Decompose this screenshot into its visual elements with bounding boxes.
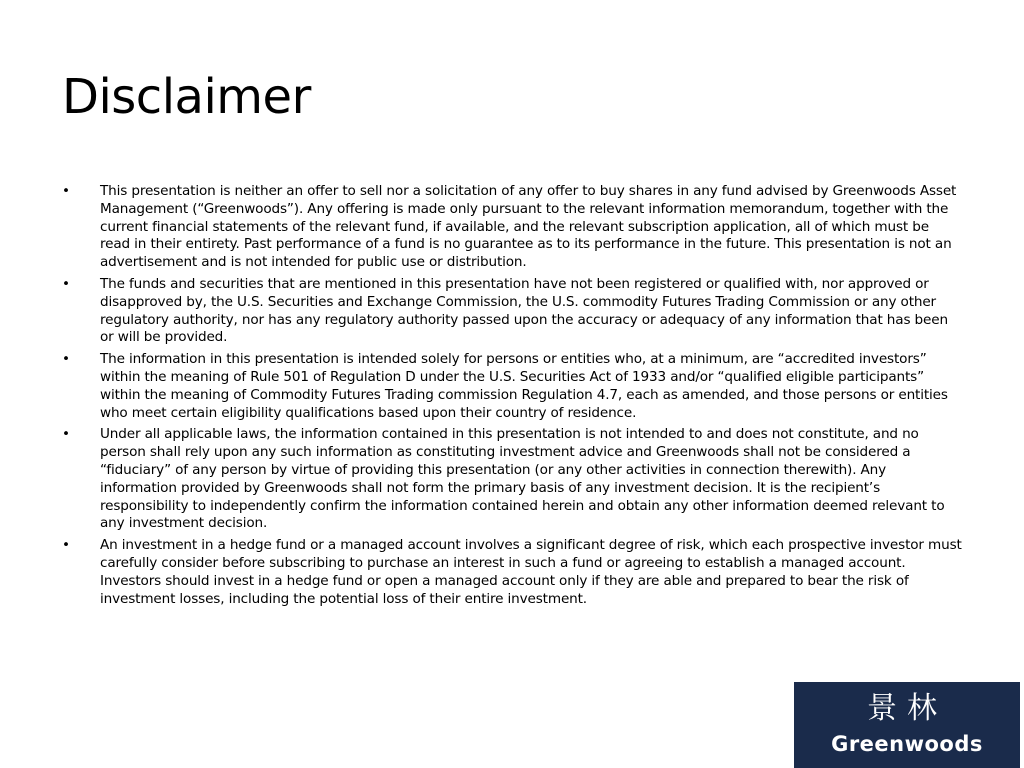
bullet-icon: • xyxy=(62,537,70,554)
bullet-icon: • xyxy=(62,275,70,292)
list-item xyxy=(62,537,962,608)
bullet-text: An investment in a hedge fund or a managed account involves a significant degree of risk, which each prospective investor must carefully consider before subscribing to purchase an interest in such a fund or agreeing to establish a managed account. Investors should invest in a hedge fund or open a managed account only if they are able and prepared to bear the risk of investment losses, including the potential loss of their entire investment. xyxy=(100,537,962,607)
bullet-icon: • xyxy=(62,183,70,199)
bullet-icon: • xyxy=(62,351,70,368)
logo-chinese-text: 景林 xyxy=(867,691,947,726)
bullet-icon: • xyxy=(62,426,70,443)
list-item xyxy=(62,276,962,347)
logo-name-text: Greenwoods xyxy=(831,732,983,756)
bullet-text: Under all applicable laws, the information contained in this presentation is not intended to and does not constitute, and no person shall rely upon any such information as constituting investment advice and Greenwoods shall not be considered a “fiduciary” of any person by virtue of providing this presentation (or any other activities in connection therewith). Any information provided by Greenwoods shall not form the primary basis of any investment decision. It is the recipient’s responsibility to independently confirm the information contained herein and obtain any other information deemed relevant to any investment decision. xyxy=(100,426,945,532)
slide-title: Disclaimer xyxy=(62,69,311,125)
bullet-text: The funds and securities that are mentioned in this presentation have not been registered or qualified with, nor approved or disapproved by, the U.S. Securities and Exchange Commission, the U.S. commodity Futures Trading Commission or any other regulatory authority, nor has any regulatory authority passed upon the accuracy or adequacy of any information that has been or will be provided. xyxy=(100,275,948,346)
bullet-text: This presentation is neither an offer to sell nor a solicitation of any offer to buy shares in any fund advised by Greenwoods Asset Management (“Greenwoods”). Any offering is made only pursuant to the relevant information memorandum, together with the current financial statements of the relevant fund, if available, and the relevant subscription application, all of which must be read in their entirety. Past performance of a fund is no guarantee as to its performance in the future. This presentation is not an advertisement and is not intended for public use or distribution. xyxy=(100,183,957,271)
list-item xyxy=(62,351,962,422)
greenwoods-logo xyxy=(794,682,1020,768)
disclaimer-list xyxy=(62,183,962,612)
bullet-text: The information in this presentation is intended solely for persons or entities who, at a minimum, are “accredited investors” within the meaning of Rule 501 of Regulation D under the U.S. Securities Act of 1933 and/or “qualified eligible participants” within the meaning of Commodity Futures Trading commission Regulation 4.7, each as amended, and those persons or entities who meet certain eligibility qualifications based upon their country of residence. xyxy=(100,351,948,421)
list-item xyxy=(62,183,962,272)
list-item xyxy=(62,426,962,533)
